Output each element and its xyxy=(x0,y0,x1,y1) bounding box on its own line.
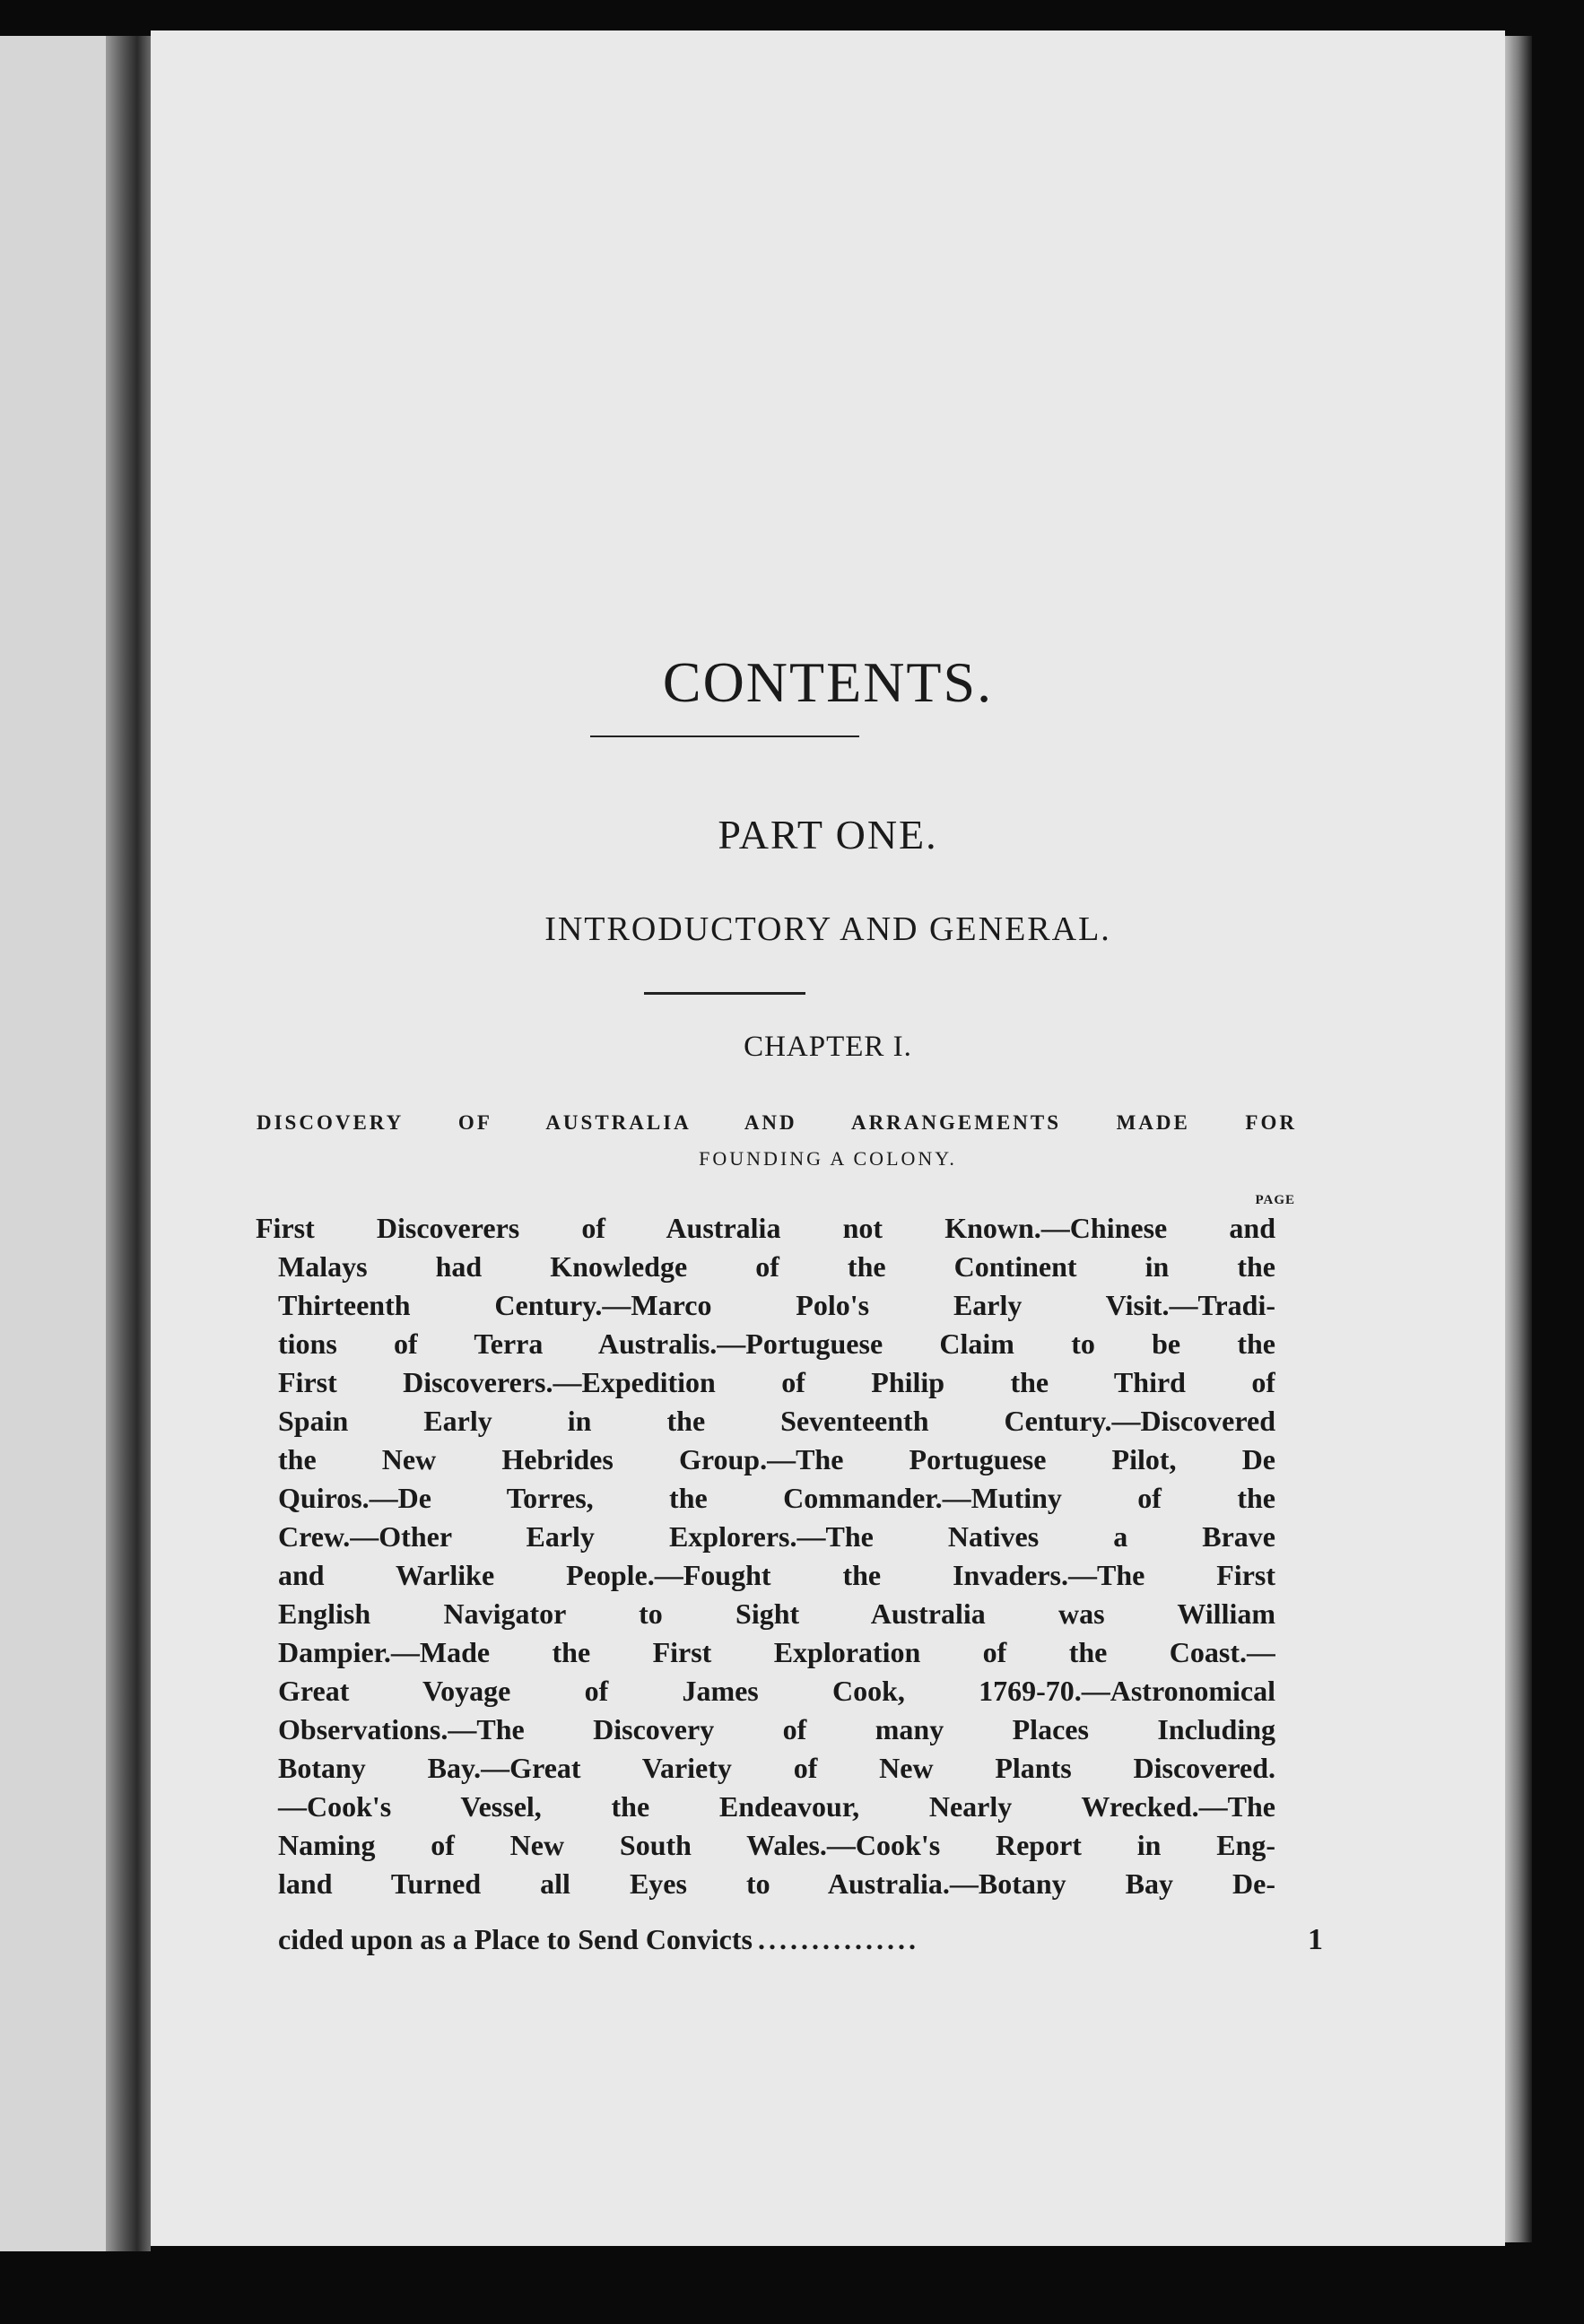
summary-last-text: cided upon as a Place to Send Convicts xyxy=(278,1923,753,1955)
summary-line: Naming of New South Wales.—Cook's Report in Eng- xyxy=(278,1829,1275,1861)
summary-line: Great Voyage of James Cook, 1769-70.—Astronomical xyxy=(278,1675,1275,1707)
page-fore-edge xyxy=(1505,36,1532,2242)
summary-line: English Navigator to Sight Australia was William xyxy=(278,1597,1275,1630)
summary-line: Quiros.—De Torres, the Commander.—Mutiny of the xyxy=(278,1482,1275,1514)
contents-page xyxy=(151,30,1505,2246)
facing-page-edge xyxy=(0,36,108,2251)
summary-line: First Discoverers of Australia not Known.—Chinese and xyxy=(256,1212,1275,1244)
title-divider xyxy=(590,735,859,737)
summary-line: land Turned all Eyes to Australia.—Botany Bay De- xyxy=(278,1867,1275,1900)
part-subtitle: INTRODUCTORY AND GENERAL. xyxy=(544,910,1111,948)
summary-line: the New Hebrides Group.—The Portuguese Pilot, De xyxy=(278,1443,1275,1475)
summary-line: and Warlike People.—Fought the Invaders.—The First xyxy=(278,1559,1275,1591)
summary-line: Malays had Knowledge of the Continent in the xyxy=(278,1250,1275,1283)
summary-line: Crew.—Other Early Explorers.—The Natives a Brave xyxy=(278,1520,1275,1553)
book-gutter xyxy=(106,36,151,2251)
summary-last-line xyxy=(278,1923,1283,1956)
summary-line: Spain Early in the Seventeenth Century.—Discovered xyxy=(278,1405,1275,1437)
page-number: 1 xyxy=(1308,1923,1323,1956)
dot-leader: ............... xyxy=(757,1923,919,1955)
summary-line: Botany Bay.—Great Variety of New Plants Discovered. xyxy=(278,1752,1275,1784)
chapter-heading: CHAPTER I. xyxy=(744,1031,912,1063)
part-heading: PART ONE. xyxy=(718,812,938,857)
chapter-summary xyxy=(256,1209,1275,1903)
summary-line: tions of Terra Australis.—Portuguese Claim to be the xyxy=(278,1327,1275,1360)
chapter-title-line-1: DISCOVERY OF AUSTRALIA AND ARRANGEMENTS MADE FOR xyxy=(257,1111,1297,1134)
summary-line: Thirteenth Century.—Marco Polo's Early Visit.—Tradi- xyxy=(278,1289,1275,1321)
summary-line: Observations.—The Discovery of many Places Including xyxy=(278,1713,1275,1745)
part-divider xyxy=(644,992,805,995)
summary-line: —Cook's Vessel, the Endeavour, Nearly Wrecked.—The xyxy=(278,1790,1275,1823)
page-column-label: PAGE xyxy=(1255,1193,1295,1207)
summary-line: Dampier.—Made the First Exploration of the Coast.— xyxy=(278,1636,1275,1668)
page-title: CONTENTS. xyxy=(662,650,994,714)
summary-line: First Discoverers.—Expedition of Philip the Third of xyxy=(278,1366,1275,1398)
chapter-title-line-2: FOUNDING A COLONY. xyxy=(699,1147,957,1170)
